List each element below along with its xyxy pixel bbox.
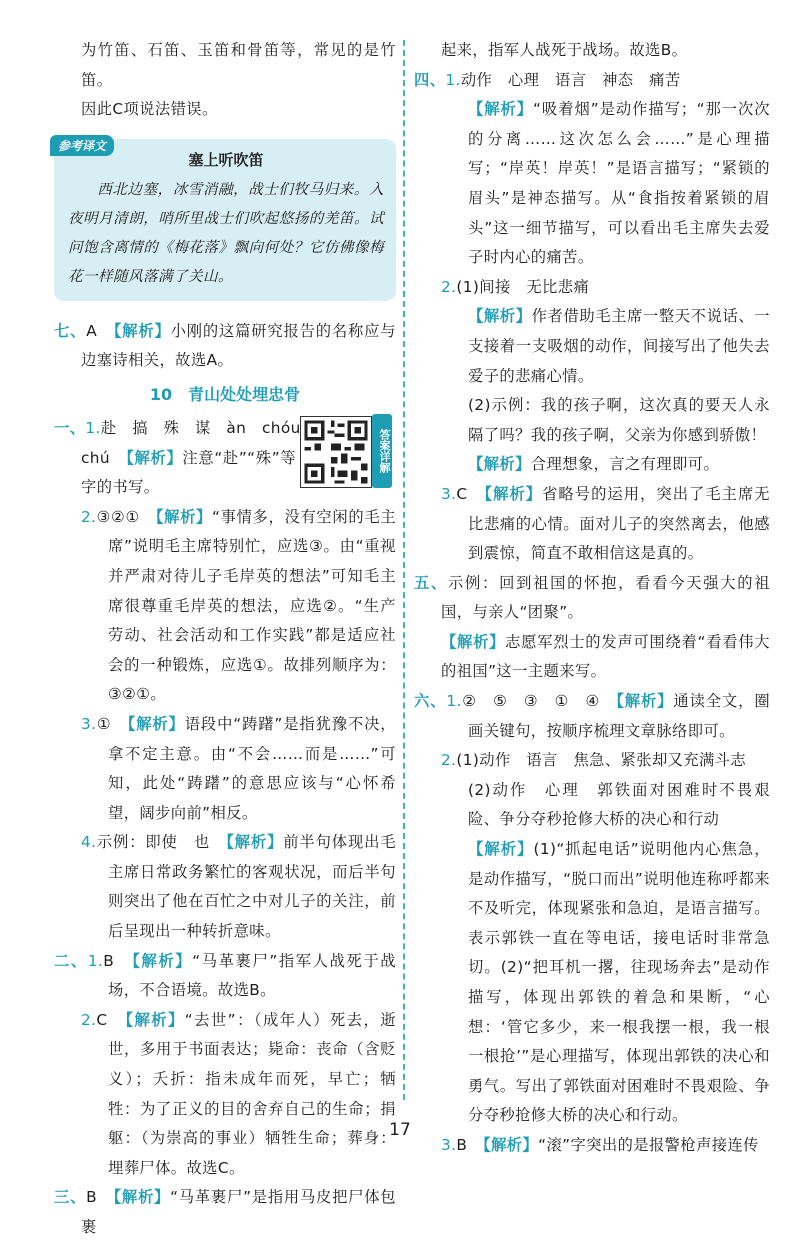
answer-s5: 五、示例：回到祖国的怀抱，看看今天强大的祖国，与亲人“团聚”。	[414, 573, 770, 622]
answer-s4-q3: 3.C 【解析】省略号的运用，突出了毛主席无比悲痛的心情。面对儿子的突然离去，他感到震惊，简直不敢相信这是真的。	[441, 484, 771, 563]
answer-s1-q4: 4.示例：即使 也 【解析】前半句体现出毛主席日常政务繁忙的客观状况，而后半句则突出了他在百忙之中对儿子的关注，前后呈现出一种转折意味。	[81, 833, 396, 941]
translation-text: 西北边塞，冰雪消融，战士们牧马归来。入夜明月清朗，哨所里战士们吹起悠扬的羌笛。试问饱含离情的《梅花落》飘向何处？它仿佛像梅花一样随风落满了关山。	[68, 180, 384, 285]
lesson-title: 10 青山处处埋忠骨	[149, 384, 301, 404]
text-line: 起来，指军人战死于战场。故选B。	[441, 41, 688, 59]
answer-s1-q3: 3.① 【解析】语段中“踌躇”是指犹豫不决，拿不定主意。由“不会……而是……”可知，此处“踌躇”的意思应该与“心怀希望，阔步向前”相反。	[81, 714, 396, 822]
left-column	[54, 36, 396, 1243]
column-divider	[403, 40, 405, 1100]
answer-s1-q1: 答案详解 一、1.赴 搞 殊 谋 àn chóu chú 【解析】注意“赴”“殊”等字的书写。	[54, 414, 396, 503]
answer-s4-q1: 四、1.动作 心理 语言 神态 痛苦	[414, 70, 681, 89]
text-line: 为竹笛、石笛、玉笛和骨笛等，常见的是竹笛。	[81, 41, 396, 89]
translation-box	[54, 139, 396, 301]
poem-title: 塞上听吹笛	[188, 150, 264, 169]
answer-s4-q2: 2.(1)间接 无比悲痛	[441, 277, 590, 296]
qr-code-icon[interactable]	[300, 416, 372, 488]
answer-s1-q2: 2.③②① 【解析】“事情多，没有空闲的毛主席”说明毛主席特别忙，应选③。由“重视并严肃对待儿子毛岸英的想法”可知毛主席很尊重毛岸英的想法，应选②。“生产劳动、社会活动和工作实践”都是适应社会的一种锻炼，应选①。故排列顺序为：③②①。	[81, 507, 396, 704]
right-column: 起来，指军人战死于战场。故选B。 四、1.动作 心理 语言 神态 痛苦 【解析】“吸着烟”是动作描写；“那一次次的分离……这次怎么会……”是心理描写；“岸英！岸英！”是语言描写；“紧锁的眉头”是神态描写。从“食指按着紧锁的眉头”这一细节描写，可以看出毛主席失去爱子时内心的痛苦。 2.(1)间接 无比悲痛 【解析】作者借助毛主席一整天不说话、一支接着一支吸烟的动作，间接写出了他失去爱子的悲痛心情。 (2)示例：我的孩子啊，这次真的要天人永隔了吗？我的孩子啊，父亲为你感到骄傲！ 【解析】合理想象，言之有理即可。 3.C 【解析】省略号的运用，突出了毛主席无比悲痛的心情。面对儿子的突然离去，他感到震惊，简直不敢相信这是真的。 五、示例：回到祖国的怀抱，看看今天强大的祖国，与亲人“团聚”。 【解析】志愿军烈士的发声可围绕着“看看伟大的祖国”这一主题来写。 六、1.② ⑤ ③ ① ④ 【解析】通读全文，圈画关键句，按顺序梳理文章脉络即可。 2.(1)动作 语言 焦急、紧张却又充满斗志 (2)动作 心理 郭铁面对困难时不畏艰险、争分夺秒抢修大桥的决心和行动 【解析】(1)“抓起电话”说明他内心焦急，是动作描写，“脱口而出”说明他连称呼都来不及听完，体现紧张和急迫，是语言描写。表示郭铁一直在等电话，接电话时非常急切。(2)“把耳机一撂，往现场奔去”是动作描写，体现出郭铁的着急和果断，“心想：‘管它多少，来一根我摆一根，我一根一根抢’”是心理描写，体现出郭铁的决心和勇气。写出了郭铁面对困难时不畏艰险、争分夺秒抢修大桥的决心和行动。 3.B 【解析】“滚”字突出的是报警枪声接连传	[414, 36, 770, 1161]
answer-s7: 七、A 【解析】小刚的这篇研究报告的名称应与边塞诗相关，故选A。	[54, 321, 396, 370]
translation-tag: 参考译文	[50, 135, 114, 156]
qr-label: 答案详解	[372, 414, 392, 488]
answer-s6-q3: 3.B 【解析】“滚”字突出的是报警枪声接连传	[441, 1135, 759, 1154]
page-number: 17	[389, 1120, 411, 1140]
answer-s2-q2: 2.C 【解析】“去世”：（成年人）死去，逝世，多用于书面表达；毙命：丧命（含贬义）；夭折：指未成年而死，早亡；牺牲：为了正义的目的舍弃自己的生命；捐躯：（为崇高的事业）牺牲生命；葬身：埋葬尸体。故选C。	[81, 1010, 397, 1177]
text-line: 因此C项说法错误。	[81, 100, 218, 119]
answer-s6-q2: 2.(1)动作 语言 焦急、紧张却又充满斗志	[441, 751, 747, 770]
answer-s6-q1: 六、1.② ⑤ ③ ① ④ 【解析】通读全文，圈画关键句，按顺序梳理文章脉络即可。	[414, 692, 771, 740]
answer-s2-q1: 二、1.B 【解析】“马革裹尸”指军人战死于战场，不合语境。故选B。	[54, 951, 396, 1000]
answer-s3: 三、B 【解析】“马革裹尸”是指用马皮把尸体包裹	[54, 1188, 396, 1236]
qr-code-block[interactable]	[300, 414, 396, 488]
